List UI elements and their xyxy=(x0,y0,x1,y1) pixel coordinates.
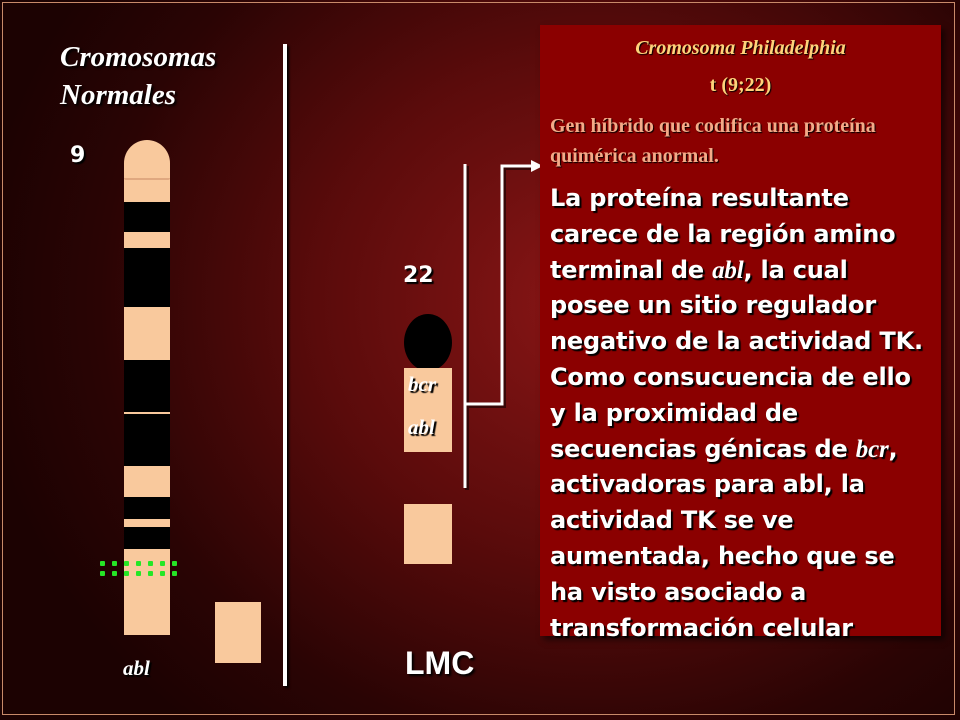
panel-text: , la cual posee un sitio regulador negativo de la actividad TK. Como consucuencia de ello y la proximidad de secuencias génicas de xyxy=(550,255,923,463)
bcr-italic: bcr xyxy=(855,435,889,463)
chromosome-9-number: 9 xyxy=(70,143,86,168)
slide-title xyxy=(60,38,216,114)
abl-italic: abl xyxy=(712,256,744,284)
title-line-2: Normales xyxy=(60,79,176,111)
abl-label: abl xyxy=(408,415,435,439)
panel-subtitle: t (9;22) xyxy=(709,74,772,96)
breakpoint-dot xyxy=(148,561,153,566)
breakpoint-dot xyxy=(136,571,141,576)
panel-text: La proteína resultante carece de la región amino terminal de xyxy=(550,184,896,284)
chromosome-9-derivative xyxy=(404,504,452,564)
breakpoint-marker xyxy=(99,561,179,577)
chromosome-22-centromere xyxy=(404,314,452,371)
breakpoint-dot xyxy=(100,561,105,566)
chromosome-22-number: 22 xyxy=(403,263,434,288)
chromosome-9-band xyxy=(124,248,170,278)
bracket-arrow xyxy=(455,150,550,495)
chromosome-9-telomere xyxy=(124,140,170,180)
breakpoint-dot xyxy=(160,561,165,566)
title-line-1: Cromosomas xyxy=(60,41,217,73)
chromosome-9-band xyxy=(124,202,170,232)
breakpoint-dot xyxy=(112,571,117,576)
breakpoint-dot xyxy=(124,561,129,566)
chromosome-9-abl-label: abl xyxy=(123,656,150,680)
chromosome-9-band xyxy=(124,527,170,549)
chromosome-9-band xyxy=(124,497,170,519)
chromosome-9-band xyxy=(124,278,170,307)
breakpoint-dot xyxy=(172,561,177,566)
breakpoint-dot xyxy=(172,571,177,576)
breakpoint-dot xyxy=(124,571,129,576)
breakpoint-dot xyxy=(100,571,105,576)
chromosome-9-band xyxy=(124,360,170,412)
panel-paragraph-1: Gen híbrido que codifica una proteína quimérica anormal. xyxy=(550,115,876,167)
breakpoint-dot xyxy=(112,561,117,566)
lmc-label: LMC xyxy=(405,645,475,681)
panel-text: , activadoras para abl, la actividad TK se ve aumentada, hecho que se ha visto asociado a transformación celular xyxy=(550,434,898,642)
bcr-label: bcr xyxy=(408,372,436,396)
panel-paragraph-2 xyxy=(550,181,931,646)
chromosome-9-band xyxy=(124,414,170,466)
info-panel xyxy=(540,25,941,642)
panel-title: Cromosoma Philadelphia xyxy=(635,37,846,59)
vertical-divider xyxy=(283,44,287,686)
breakpoint-dot xyxy=(160,571,165,576)
breakpoint-dot xyxy=(136,561,141,566)
breakpoint-dot xyxy=(148,571,153,576)
chromosome-22-normal xyxy=(215,602,261,663)
